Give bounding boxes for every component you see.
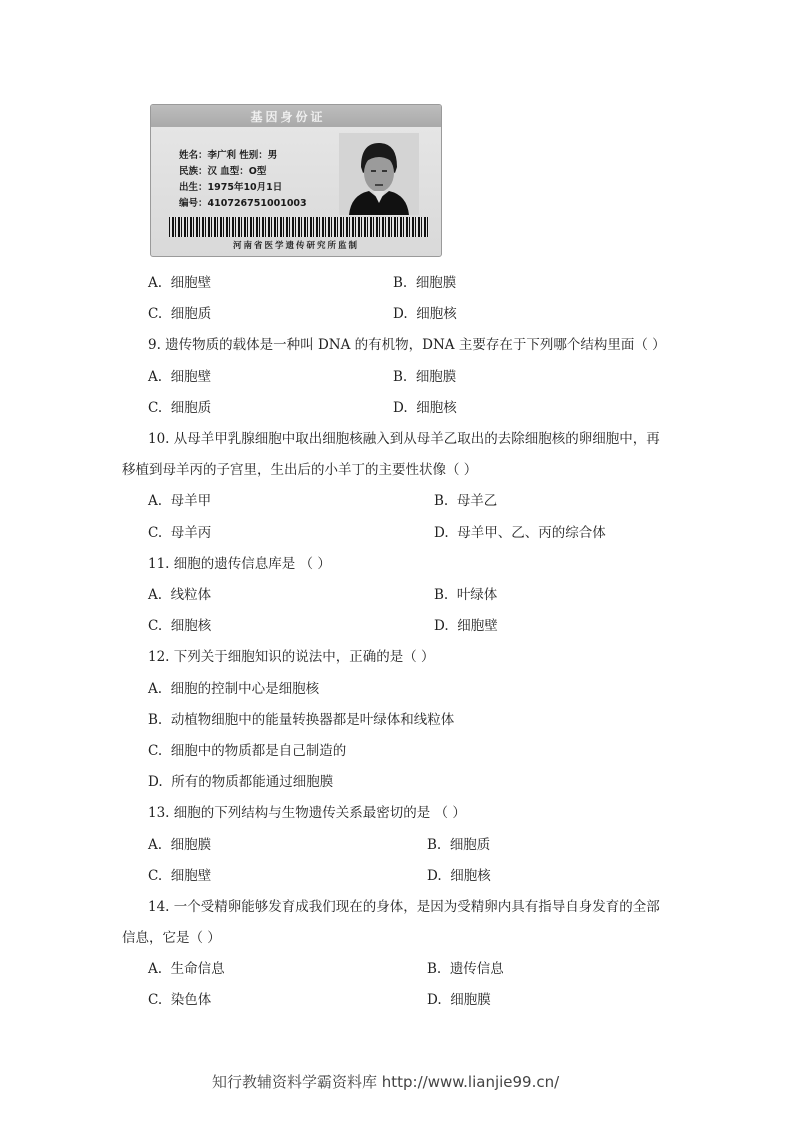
q9-option-d: D. 细胞核 xyxy=(393,400,457,416)
q12-option-d: D. 所有的物质都能通过细胞膜 xyxy=(148,774,334,790)
q12-option-b: B. 动植物细胞中的能量转换器都是叶绿体和线粒体 xyxy=(148,712,455,728)
q11-option-b: B. 叶绿体 xyxy=(434,587,498,603)
q9-option-c: C. 细胞质 xyxy=(148,400,212,416)
q13-option-a: A. 细胞膜 xyxy=(148,837,212,853)
card-name-line: 姓名：李广利 性别：男 xyxy=(179,150,278,161)
question-9-text: 9. 遗传物质的载体是一种叫 DNA 的有机物，DNA 主要存在于下列哪个结构里面（ ） xyxy=(148,337,666,353)
card-birth-line: 出生：1975年10月1日 xyxy=(179,182,283,193)
card-issuer: 河南省医学遗传研究所监制 xyxy=(232,241,359,251)
barcode xyxy=(169,217,429,237)
prev-option-d: D. 细胞核 xyxy=(393,306,457,322)
question-14-line2: 信息，它是（ ） xyxy=(122,930,221,946)
page-footer: 知行教辅资料学霸资料库 http://www.lianjie99.cn/ xyxy=(212,1073,560,1091)
q10-option-a: A. 母羊甲 xyxy=(148,493,212,509)
q9-option-a: A. 细胞壁 xyxy=(148,369,212,385)
q9-option-b: B. 细胞膜 xyxy=(393,369,457,385)
q14-option-d: D. 细胞膜 xyxy=(427,992,491,1008)
question-13-text: 13. 细胞的下列结构与生物遗传关系最密切的是 （ ） xyxy=(148,805,466,821)
question-12-text: 12. 下列关于细胞知识的说法中，正确的是（ ） xyxy=(148,649,435,665)
q10-option-b: B. 母羊乙 xyxy=(434,493,498,509)
q13-option-c: C. 细胞壁 xyxy=(148,868,212,884)
prev-option-c: C. 细胞质 xyxy=(148,306,212,322)
card-number-line: 编号：410726751001003 xyxy=(179,198,307,209)
q13-option-d: D. 细胞核 xyxy=(427,868,491,884)
q13-option-b: B. 细胞质 xyxy=(427,837,491,853)
card-ethnic-line: 民族：汉 血型：O型 xyxy=(179,166,267,177)
q11-option-a: A. 线粒体 xyxy=(148,587,212,603)
prev-option-a: A. 细胞壁 xyxy=(148,275,212,291)
prev-option-b: B. 细胞膜 xyxy=(393,275,457,291)
question-10-line1: 10. 从母羊甲乳腺细胞中取出细胞核融入到从母羊乙取出的去除细胞核的卵细胞中，再 xyxy=(148,431,660,447)
q10-option-c: C. 母羊丙 xyxy=(148,525,212,541)
q14-option-b: B. 遗传信息 xyxy=(427,961,504,977)
q12-option-c: C. 细胞中的物质都是自己制造的 xyxy=(148,743,347,759)
q10-option-d: D. 母羊甲、乙、丙的综合体 xyxy=(434,525,606,541)
q14-option-a: A. 生命信息 xyxy=(148,961,225,977)
portrait-photo xyxy=(339,133,419,215)
question-11-text: 11. 细胞的遗传信息库是 （ ） xyxy=(148,556,331,572)
q11-option-d: D. 细胞壁 xyxy=(434,618,498,634)
gene-id-card-image xyxy=(150,104,442,257)
q11-option-c: C. 细胞核 xyxy=(148,618,212,634)
question-10-line2: 移植到母羊丙的子宫里，生出后的小羊丁的主要性状像（ ） xyxy=(122,462,478,478)
question-14-line1: 14. 一个受精卵能够发育成我们现在的身体，是因为受精卵内具有指导自身发育的全部 xyxy=(148,899,660,915)
q12-option-a: A. 细胞的控制中心是细胞核 xyxy=(148,681,320,697)
card-title: 基因身份证 xyxy=(250,110,326,124)
q14-option-c: C. 染色体 xyxy=(148,992,212,1008)
